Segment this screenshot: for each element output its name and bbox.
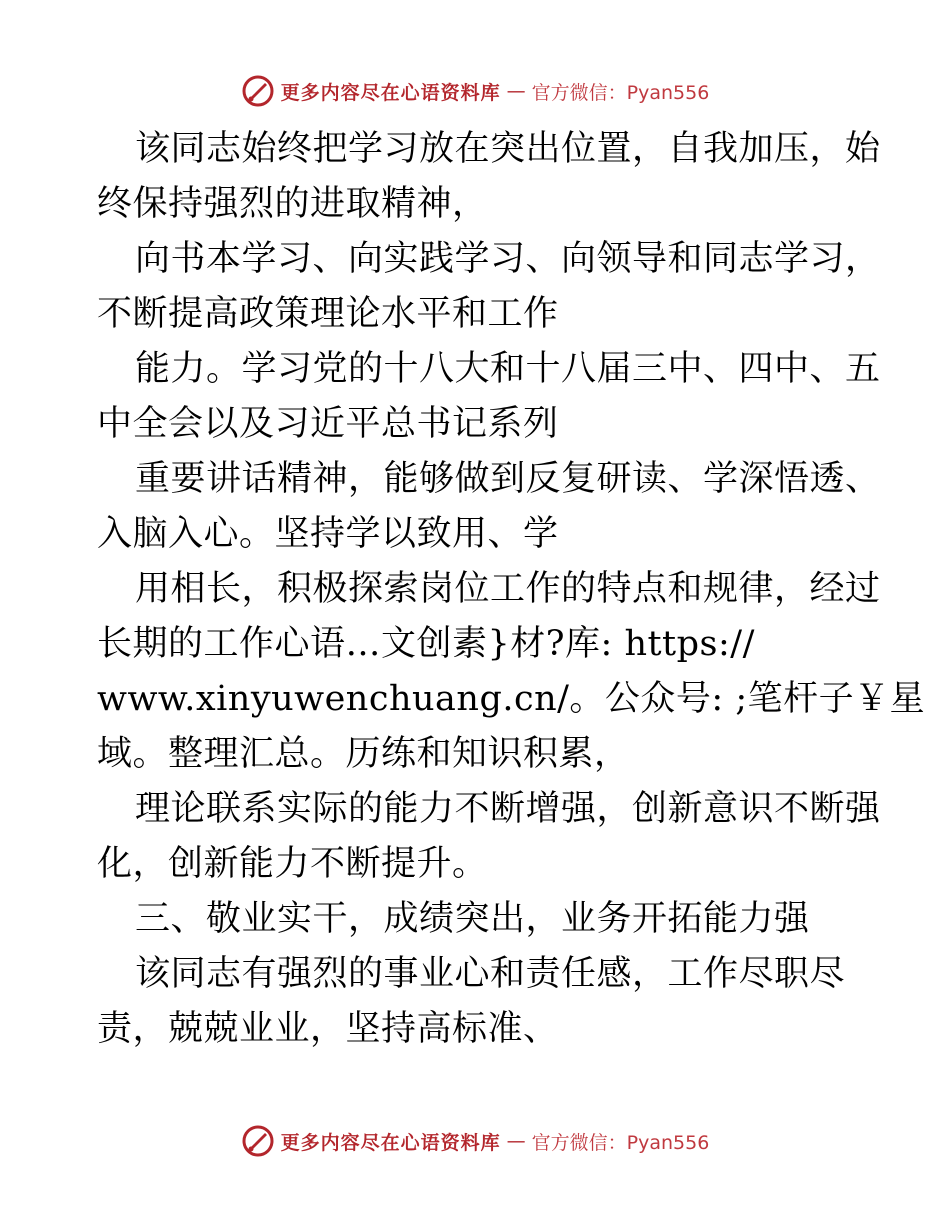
banner-separator: — — [506, 80, 526, 102]
paragraph-line: 入脑入心。坚持学以致用、学 — [97, 514, 559, 554]
paragraph-line: www.xinyuwenchuang.cn/。公众号: ;笔杆子￥星 — [97, 679, 926, 719]
paragraph-line: 不断提高政策理论水平和工作 — [97, 294, 559, 334]
paragraph-line: 长期的工作心语…文创素}材?库: https:// — [97, 624, 755, 664]
paragraph-line: 化，创新能力不断提升。 — [97, 844, 488, 884]
quill-seal-icon — [241, 74, 275, 108]
paragraph-line: 该同志有强烈的事业心和责任感，工作尽职尽 — [135, 954, 846, 994]
section-heading: 三、敬业实干，成绩突出，业务开拓能力强 — [135, 899, 810, 939]
paragraph-line: 向书本学习、向实践学习、向领导和同志学习， — [135, 239, 881, 279]
quill-seal-icon — [241, 1124, 275, 1158]
paragraph-line: 域。整理汇总。历练和知识积累， — [97, 734, 630, 774]
banner-brand-text: 更多内容尽在心语资料库 — [280, 81, 501, 104]
paragraph-line: 能力。学习党的十八大和十八届三中、四中、五 — [135, 349, 881, 389]
paragraph-line: 重要讲话精神，能够做到反复研读、学深悟透、 — [135, 459, 881, 499]
banner-brand-text: 更多内容尽在心语资料库 — [280, 1131, 501, 1154]
paragraph-line: 中全会以及习近平总书记系列 — [97, 404, 559, 444]
banner-wechat-text: 官方微信：Pyan556 — [531, 81, 710, 104]
banner-separator: — — [506, 1130, 526, 1152]
paragraph-line: 该同志始终把学习放在突出位置，自我加压，始 — [135, 129, 881, 169]
document-body — [97, 122, 926, 1057]
banner-wechat-text: 官方微信：Pyan556 — [531, 1131, 710, 1154]
footer-watermark-banner — [0, 1121, 950, 1161]
header-watermark-banner — [0, 71, 950, 111]
paragraph-line: 理论联系实际的能力不断增强，创新意识不断强 — [135, 789, 881, 829]
paragraph-line: 责，兢兢业业，坚持高标准、 — [97, 1009, 559, 1049]
paragraph-line: 终保持强烈的进取精神， — [97, 184, 488, 224]
paragraph-line: 用相长，积极探索岗位工作的特点和规律，经过 — [135, 569, 881, 609]
